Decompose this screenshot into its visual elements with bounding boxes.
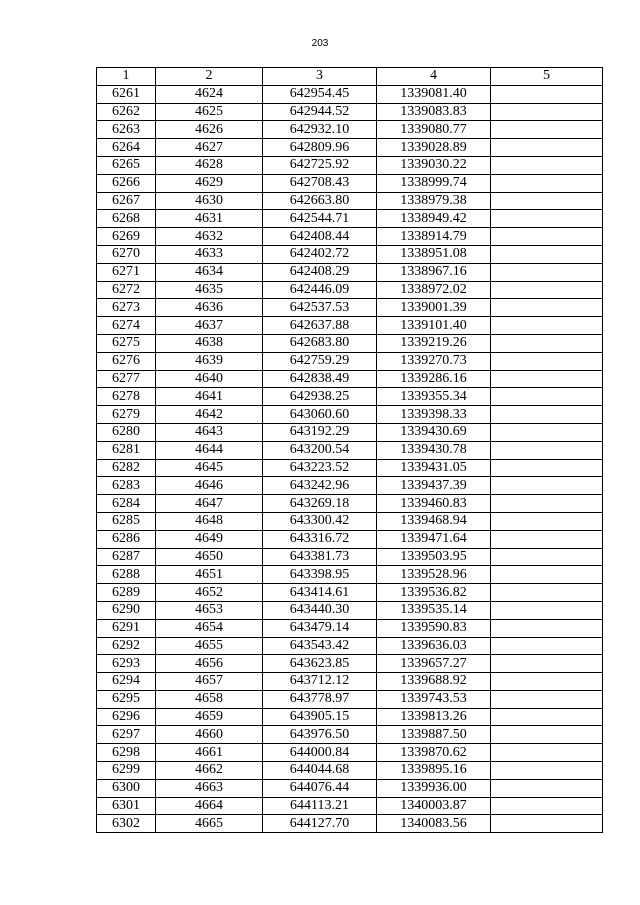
y-coordinate-cell: 1339101.40 xyxy=(377,317,491,335)
table-row xyxy=(97,673,603,691)
x-coordinate-cell: 644076.44 xyxy=(263,779,377,797)
table-row xyxy=(97,139,603,157)
id-cell: 4629 xyxy=(156,174,263,192)
id-cell: 4665 xyxy=(156,815,263,833)
note-cell xyxy=(491,210,603,228)
y-coordinate-cell: 1339590.83 xyxy=(377,619,491,637)
point-number-cell: 6282 xyxy=(97,459,156,477)
point-number-cell: 6268 xyxy=(97,210,156,228)
id-cell: 4647 xyxy=(156,495,263,513)
x-coordinate-cell: 643414.61 xyxy=(263,584,377,602)
table-row xyxy=(97,726,603,744)
point-number-cell: 6293 xyxy=(97,655,156,673)
table-row xyxy=(97,762,603,780)
header-row xyxy=(97,68,603,86)
id-cell: 4631 xyxy=(156,210,263,228)
point-number-cell: 6270 xyxy=(97,245,156,263)
id-cell: 4642 xyxy=(156,406,263,424)
x-coordinate-cell: 644113.21 xyxy=(263,797,377,815)
note-cell xyxy=(491,388,603,406)
point-number-cell: 6280 xyxy=(97,423,156,441)
note-cell xyxy=(491,477,603,495)
x-coordinate-cell: 643905.15 xyxy=(263,708,377,726)
x-coordinate-cell: 642637.88 xyxy=(263,317,377,335)
point-number-cell: 6277 xyxy=(97,370,156,388)
x-coordinate-cell: 643300.42 xyxy=(263,512,377,530)
point-number-cell: 6264 xyxy=(97,139,156,157)
point-number-cell: 6284 xyxy=(97,495,156,513)
note-cell xyxy=(491,85,603,103)
table-row xyxy=(97,228,603,246)
point-number-cell: 6288 xyxy=(97,566,156,584)
point-number-cell: 6263 xyxy=(97,121,156,139)
id-cell: 4627 xyxy=(156,139,263,157)
point-number-cell: 6274 xyxy=(97,317,156,335)
table-row xyxy=(97,156,603,174)
y-coordinate-cell: 1338949.42 xyxy=(377,210,491,228)
y-coordinate-cell: 1338979.38 xyxy=(377,192,491,210)
table-row xyxy=(97,352,603,370)
x-coordinate-cell: 643242.96 xyxy=(263,477,377,495)
point-number-cell: 6289 xyxy=(97,584,156,602)
table-row xyxy=(97,299,603,317)
point-number-cell: 6275 xyxy=(97,334,156,352)
note-cell xyxy=(491,299,603,317)
note-cell xyxy=(491,619,603,637)
x-coordinate-cell: 643712.12 xyxy=(263,673,377,691)
x-coordinate-cell: 644044.68 xyxy=(263,762,377,780)
table-row xyxy=(97,334,603,352)
note-cell xyxy=(491,530,603,548)
table-row xyxy=(97,708,603,726)
table-row xyxy=(97,744,603,762)
id-cell: 4657 xyxy=(156,673,263,691)
x-coordinate-cell: 643440.30 xyxy=(263,601,377,619)
note-cell xyxy=(491,566,603,584)
id-cell: 4654 xyxy=(156,619,263,637)
y-coordinate-cell: 1338967.16 xyxy=(377,263,491,281)
table-row xyxy=(97,121,603,139)
point-number-cell: 6298 xyxy=(97,744,156,762)
note-cell xyxy=(491,584,603,602)
note-cell xyxy=(491,423,603,441)
x-coordinate-cell: 642944.52 xyxy=(263,103,377,121)
note-cell xyxy=(491,708,603,726)
y-coordinate-cell: 1339083.83 xyxy=(377,103,491,121)
table-row xyxy=(97,192,603,210)
y-coordinate-cell: 1339813.26 xyxy=(377,708,491,726)
table-body xyxy=(97,85,603,832)
column-header-2: 2 xyxy=(156,68,263,86)
note-cell xyxy=(491,655,603,673)
column-header-4: 4 xyxy=(377,68,491,86)
id-cell: 4660 xyxy=(156,726,263,744)
note-cell xyxy=(491,459,603,477)
table-row xyxy=(97,441,603,459)
note-cell xyxy=(491,334,603,352)
note-cell xyxy=(491,228,603,246)
table-row xyxy=(97,815,603,833)
note-cell xyxy=(491,352,603,370)
note-cell xyxy=(491,690,603,708)
y-coordinate-cell: 1339430.69 xyxy=(377,423,491,441)
id-cell: 4632 xyxy=(156,228,263,246)
table-row xyxy=(97,174,603,192)
table-row xyxy=(97,655,603,673)
x-coordinate-cell: 643398.95 xyxy=(263,566,377,584)
id-cell: 4658 xyxy=(156,690,263,708)
y-coordinate-cell: 1339030.22 xyxy=(377,156,491,174)
point-number-cell: 6283 xyxy=(97,477,156,495)
id-cell: 4638 xyxy=(156,334,263,352)
id-cell: 4624 xyxy=(156,85,263,103)
x-coordinate-cell: 643316.72 xyxy=(263,530,377,548)
y-coordinate-cell: 1339536.82 xyxy=(377,584,491,602)
id-cell: 4656 xyxy=(156,655,263,673)
y-coordinate-cell: 1339355.34 xyxy=(377,388,491,406)
x-coordinate-cell: 643778.97 xyxy=(263,690,377,708)
id-cell: 4634 xyxy=(156,263,263,281)
y-coordinate-cell: 1340083.56 xyxy=(377,815,491,833)
point-number-cell: 6276 xyxy=(97,352,156,370)
table-row xyxy=(97,103,603,121)
y-coordinate-cell: 1339468.94 xyxy=(377,512,491,530)
x-coordinate-cell: 644127.70 xyxy=(263,815,377,833)
id-cell: 4652 xyxy=(156,584,263,602)
x-coordinate-cell: 642954.45 xyxy=(263,85,377,103)
y-coordinate-cell: 1339080.77 xyxy=(377,121,491,139)
point-number-cell: 6265 xyxy=(97,156,156,174)
id-cell: 4655 xyxy=(156,637,263,655)
point-number-cell: 6287 xyxy=(97,548,156,566)
point-number-cell: 6261 xyxy=(97,85,156,103)
y-coordinate-cell: 1339081.40 xyxy=(377,85,491,103)
x-coordinate-cell: 644000.84 xyxy=(263,744,377,762)
x-coordinate-cell: 643479.14 xyxy=(263,619,377,637)
id-cell: 4644 xyxy=(156,441,263,459)
y-coordinate-cell: 1339636.03 xyxy=(377,637,491,655)
id-cell: 4646 xyxy=(156,477,263,495)
y-coordinate-cell: 1339437.39 xyxy=(377,477,491,495)
y-coordinate-cell: 1339430.78 xyxy=(377,441,491,459)
x-coordinate-cell: 642725.92 xyxy=(263,156,377,174)
point-number-cell: 6302 xyxy=(97,815,156,833)
table-row xyxy=(97,477,603,495)
table-row xyxy=(97,530,603,548)
table-row xyxy=(97,423,603,441)
note-cell xyxy=(491,797,603,815)
table-row xyxy=(97,637,603,655)
note-cell xyxy=(491,121,603,139)
y-coordinate-cell: 1339471.64 xyxy=(377,530,491,548)
id-cell: 4630 xyxy=(156,192,263,210)
id-cell: 4663 xyxy=(156,779,263,797)
id-cell: 4628 xyxy=(156,156,263,174)
x-coordinate-cell: 643060.60 xyxy=(263,406,377,424)
note-cell xyxy=(491,263,603,281)
note-cell xyxy=(491,548,603,566)
point-number-cell: 6286 xyxy=(97,530,156,548)
x-coordinate-cell: 643200.54 xyxy=(263,441,377,459)
note-cell xyxy=(491,103,603,121)
id-cell: 4639 xyxy=(156,352,263,370)
page-number: 203 xyxy=(311,38,329,49)
y-coordinate-cell: 1339001.39 xyxy=(377,299,491,317)
column-header-5: 5 xyxy=(491,68,603,86)
id-cell: 4640 xyxy=(156,370,263,388)
id-cell: 4633 xyxy=(156,245,263,263)
y-coordinate-cell: 1339431.05 xyxy=(377,459,491,477)
x-coordinate-cell: 642402.72 xyxy=(263,245,377,263)
y-coordinate-cell: 1339688.92 xyxy=(377,673,491,691)
id-cell: 4643 xyxy=(156,423,263,441)
y-coordinate-cell: 1339286.16 xyxy=(377,370,491,388)
y-coordinate-cell: 1339503.95 xyxy=(377,548,491,566)
x-coordinate-cell: 642544.71 xyxy=(263,210,377,228)
table-row xyxy=(97,601,603,619)
point-number-cell: 6285 xyxy=(97,512,156,530)
point-number-cell: 6300 xyxy=(97,779,156,797)
column-header-3: 3 xyxy=(263,68,377,86)
point-number-cell: 6281 xyxy=(97,441,156,459)
note-cell xyxy=(491,406,603,424)
table-row xyxy=(97,584,603,602)
note-cell xyxy=(491,673,603,691)
x-coordinate-cell: 642708.43 xyxy=(263,174,377,192)
table-row xyxy=(97,459,603,477)
table-header xyxy=(97,68,603,86)
x-coordinate-cell: 643269.18 xyxy=(263,495,377,513)
x-coordinate-cell: 642938.25 xyxy=(263,388,377,406)
id-cell: 4662 xyxy=(156,762,263,780)
x-coordinate-cell: 642759.29 xyxy=(263,352,377,370)
point-number-cell: 6279 xyxy=(97,406,156,424)
x-coordinate-cell: 642408.44 xyxy=(263,228,377,246)
table-row xyxy=(97,566,603,584)
id-cell: 4659 xyxy=(156,708,263,726)
x-coordinate-cell: 643223.52 xyxy=(263,459,377,477)
y-coordinate-cell: 1339936.00 xyxy=(377,779,491,797)
x-coordinate-cell: 643976.50 xyxy=(263,726,377,744)
point-number-cell: 6299 xyxy=(97,762,156,780)
id-cell: 4635 xyxy=(156,281,263,299)
x-coordinate-cell: 642537.53 xyxy=(263,299,377,317)
table-row xyxy=(97,690,603,708)
table-row xyxy=(97,370,603,388)
table-row xyxy=(97,317,603,335)
x-coordinate-cell: 642663.80 xyxy=(263,192,377,210)
id-cell: 4625 xyxy=(156,103,263,121)
point-number-cell: 6278 xyxy=(97,388,156,406)
point-number-cell: 6262 xyxy=(97,103,156,121)
note-cell xyxy=(491,495,603,513)
y-coordinate-cell: 1339870.62 xyxy=(377,744,491,762)
point-number-cell: 6269 xyxy=(97,228,156,246)
note-cell xyxy=(491,601,603,619)
table-row xyxy=(97,797,603,815)
table-row xyxy=(97,281,603,299)
note-cell xyxy=(491,744,603,762)
table-row xyxy=(97,85,603,103)
table-row xyxy=(97,406,603,424)
id-cell: 4650 xyxy=(156,548,263,566)
id-cell: 4626 xyxy=(156,121,263,139)
x-coordinate-cell: 642446.09 xyxy=(263,281,377,299)
note-cell xyxy=(491,245,603,263)
x-coordinate-cell: 642838.49 xyxy=(263,370,377,388)
y-coordinate-cell: 1338951.08 xyxy=(377,245,491,263)
point-number-cell: 6301 xyxy=(97,797,156,815)
table-row xyxy=(97,512,603,530)
x-coordinate-cell: 643543.42 xyxy=(263,637,377,655)
point-number-cell: 6291 xyxy=(97,619,156,637)
id-cell: 4649 xyxy=(156,530,263,548)
table-row xyxy=(97,263,603,281)
point-number-cell: 6290 xyxy=(97,601,156,619)
note-cell xyxy=(491,441,603,459)
y-coordinate-cell: 1339743.53 xyxy=(377,690,491,708)
point-number-cell: 6271 xyxy=(97,263,156,281)
table-row xyxy=(97,495,603,513)
note-cell xyxy=(491,726,603,744)
point-number-cell: 6267 xyxy=(97,192,156,210)
x-coordinate-cell: 642809.96 xyxy=(263,139,377,157)
y-coordinate-cell: 1339657.27 xyxy=(377,655,491,673)
note-cell xyxy=(491,317,603,335)
y-coordinate-cell: 1339028.89 xyxy=(377,139,491,157)
point-number-cell: 6272 xyxy=(97,281,156,299)
id-cell: 4637 xyxy=(156,317,263,335)
y-coordinate-cell: 1338999.74 xyxy=(377,174,491,192)
y-coordinate-cell: 1339895.16 xyxy=(377,762,491,780)
x-coordinate-cell: 642932.10 xyxy=(263,121,377,139)
table-row xyxy=(97,210,603,228)
id-cell: 4641 xyxy=(156,388,263,406)
note-cell xyxy=(491,139,603,157)
id-cell: 4645 xyxy=(156,459,263,477)
note-cell xyxy=(491,779,603,797)
y-coordinate-cell: 1340003.87 xyxy=(377,797,491,815)
y-coordinate-cell: 1339528.96 xyxy=(377,566,491,584)
note-cell xyxy=(491,156,603,174)
x-coordinate-cell: 643192.29 xyxy=(263,423,377,441)
note-cell xyxy=(491,762,603,780)
y-coordinate-cell: 1339270.73 xyxy=(377,352,491,370)
point-number-cell: 6266 xyxy=(97,174,156,192)
point-number-cell: 6297 xyxy=(97,726,156,744)
table-row xyxy=(97,619,603,637)
id-cell: 4664 xyxy=(156,797,263,815)
point-number-cell: 6295 xyxy=(97,690,156,708)
x-coordinate-cell: 642683.80 xyxy=(263,334,377,352)
id-cell: 4636 xyxy=(156,299,263,317)
note-cell xyxy=(491,192,603,210)
y-coordinate-cell: 1338972.02 xyxy=(377,281,491,299)
y-coordinate-cell: 1338914.79 xyxy=(377,228,491,246)
y-coordinate-cell: 1339219.26 xyxy=(377,334,491,352)
x-coordinate-cell: 642408.29 xyxy=(263,263,377,281)
x-coordinate-cell: 643623.85 xyxy=(263,655,377,673)
table-row xyxy=(97,388,603,406)
point-number-cell: 6292 xyxy=(97,637,156,655)
x-coordinate-cell: 643381.73 xyxy=(263,548,377,566)
id-cell: 4661 xyxy=(156,744,263,762)
table-row xyxy=(97,779,603,797)
column-header-1: 1 xyxy=(97,68,156,86)
y-coordinate-cell: 1339460.83 xyxy=(377,495,491,513)
point-number-cell: 6296 xyxy=(97,708,156,726)
note-cell xyxy=(491,370,603,388)
coordinates-table xyxy=(96,67,603,833)
y-coordinate-cell: 1339398.33 xyxy=(377,406,491,424)
table-row xyxy=(97,245,603,263)
y-coordinate-cell: 1339887.50 xyxy=(377,726,491,744)
note-cell xyxy=(491,174,603,192)
note-cell xyxy=(491,512,603,530)
id-cell: 4648 xyxy=(156,512,263,530)
y-coordinate-cell: 1339535.14 xyxy=(377,601,491,619)
point-number-cell: 6294 xyxy=(97,673,156,691)
note-cell xyxy=(491,281,603,299)
table-row xyxy=(97,548,603,566)
point-number-cell: 6273 xyxy=(97,299,156,317)
id-cell: 4653 xyxy=(156,601,263,619)
id-cell: 4651 xyxy=(156,566,263,584)
note-cell xyxy=(491,815,603,833)
note-cell xyxy=(491,637,603,655)
